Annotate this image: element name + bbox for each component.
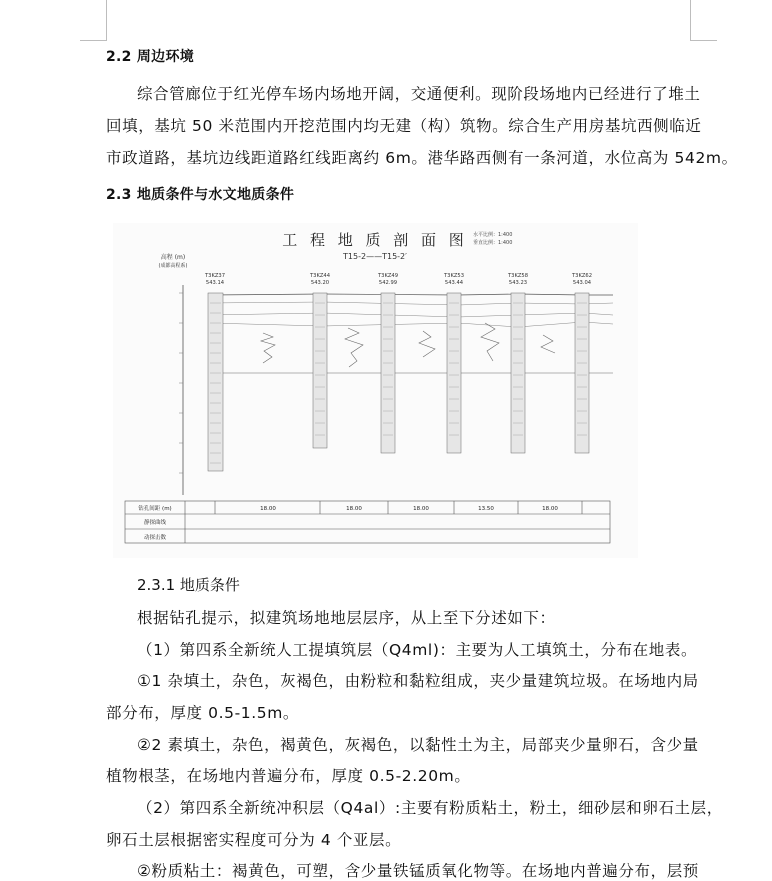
elevation-axis-label: 高程 (m) bbox=[160, 254, 186, 261]
figure-section-label: T15-2——T15-2′ bbox=[343, 252, 407, 261]
spacing-value: 18.00 bbox=[346, 506, 362, 512]
paragraph-line: （2）第四系全新统冲积层（Q4al）:主要有粉质粘土，粉土，细砂层和卵石土层， bbox=[137, 799, 723, 817]
paragraph-line: 市政道路，基坑边线距道路红线距离约 6m。港华路西侧有一条河道，水位高为 542m。 bbox=[106, 149, 738, 167]
paragraph-line: 部分布，厚度 0.5-1.5m。 bbox=[106, 704, 300, 722]
paragraph-line: 卵石土层根据密实程度可分为 4 个亚层。 bbox=[106, 831, 402, 849]
section-heading-2-3: 2.3 地质条件与水文地质条件 bbox=[106, 187, 295, 203]
borehole-elev: 543.14 bbox=[205, 280, 225, 286]
paragraph-line: ②2 素填土，杂色，褐黄色，灰褐色，以黏性土为主，局部夹少量卵石，含少量 bbox=[137, 736, 699, 754]
paragraph-line: （1）第四系全新统人工提填筑层（Q4ml)：主要为人工填筑土，分布在地表。 bbox=[137, 641, 698, 659]
elevation-axis-sub: (成都高程系) bbox=[158, 263, 188, 269]
margin-corner-mark bbox=[80, 0, 107, 41]
paragraph-line: 回填，基坑 50 米范围内开挖范围内均无建（构）筑物。综合生产用房基坑西侧临近 bbox=[106, 117, 702, 135]
borehole-elev: 543.04 bbox=[572, 280, 592, 286]
geologic-section-drawing bbox=[113, 223, 638, 558]
paragraph-line: 根据钻孔提示，拟建筑场地地层层序，从上至下分述如下： bbox=[137, 609, 556, 627]
figure-title: 工 程 地 质 剖 面 图 bbox=[282, 231, 468, 249]
borehole-elev: 543.23 bbox=[508, 280, 528, 286]
borehole-elev: 543.20 bbox=[310, 280, 330, 286]
paragraph-line: 植物根茎，在场地内普遍分布，厚度 0.5-2.20m。 bbox=[106, 767, 471, 785]
paragraph-line: 综合管廊位于红光停车场内场地开阔，交通便利。现阶段场地内已经进行了堆土 bbox=[137, 85, 701, 103]
table-row-label: 静探曲线 bbox=[143, 520, 167, 526]
subsection-heading-2-3-1: 2.3.1 地质条件 bbox=[137, 576, 240, 594]
borehole-id: T3KZ49 bbox=[377, 273, 399, 279]
spacing-value: 13.50 bbox=[478, 506, 494, 512]
borehole-id: T3KZ44 bbox=[309, 273, 331, 279]
spacing-value: 18.00 bbox=[413, 506, 429, 512]
borehole-elev: 542.99 bbox=[378, 280, 398, 286]
borehole-id: T3KZ62 bbox=[571, 273, 593, 279]
spacing-value: 18.00 bbox=[260, 506, 276, 512]
borehole-elev: 543.44 bbox=[444, 280, 464, 286]
table-row-label: 动探击数 bbox=[143, 535, 167, 541]
borehole-id: T3KZ53 bbox=[443, 273, 465, 279]
table-row-label: 钻孔间距 (m) bbox=[138, 506, 172, 512]
borehole-id: T3KZ37 bbox=[204, 273, 226, 279]
figure-scale-h: 水平比例：1:400 bbox=[473, 232, 513, 238]
section-heading-2-2: 2.2 周边环境 bbox=[106, 49, 195, 65]
borehole-id: T3KZ58 bbox=[507, 273, 529, 279]
paragraph-line: ①1 杂填土，杂色，灰褐色，由粉粒和黏粒组成，夹少量建筑垃圾。在场地内局 bbox=[137, 672, 699, 690]
geologic-section-figure bbox=[113, 223, 638, 558]
paragraph-line: ②粉质粘土：褐黄色，可塑，含少量铁锰质氧化物等。在场地内普遍分布，层预 bbox=[137, 862, 699, 880]
figure-scale-v: 垂直比例：1:400 bbox=[473, 240, 513, 246]
margin-corner-mark bbox=[690, 0, 717, 41]
spacing-value: 18.00 bbox=[542, 506, 558, 512]
